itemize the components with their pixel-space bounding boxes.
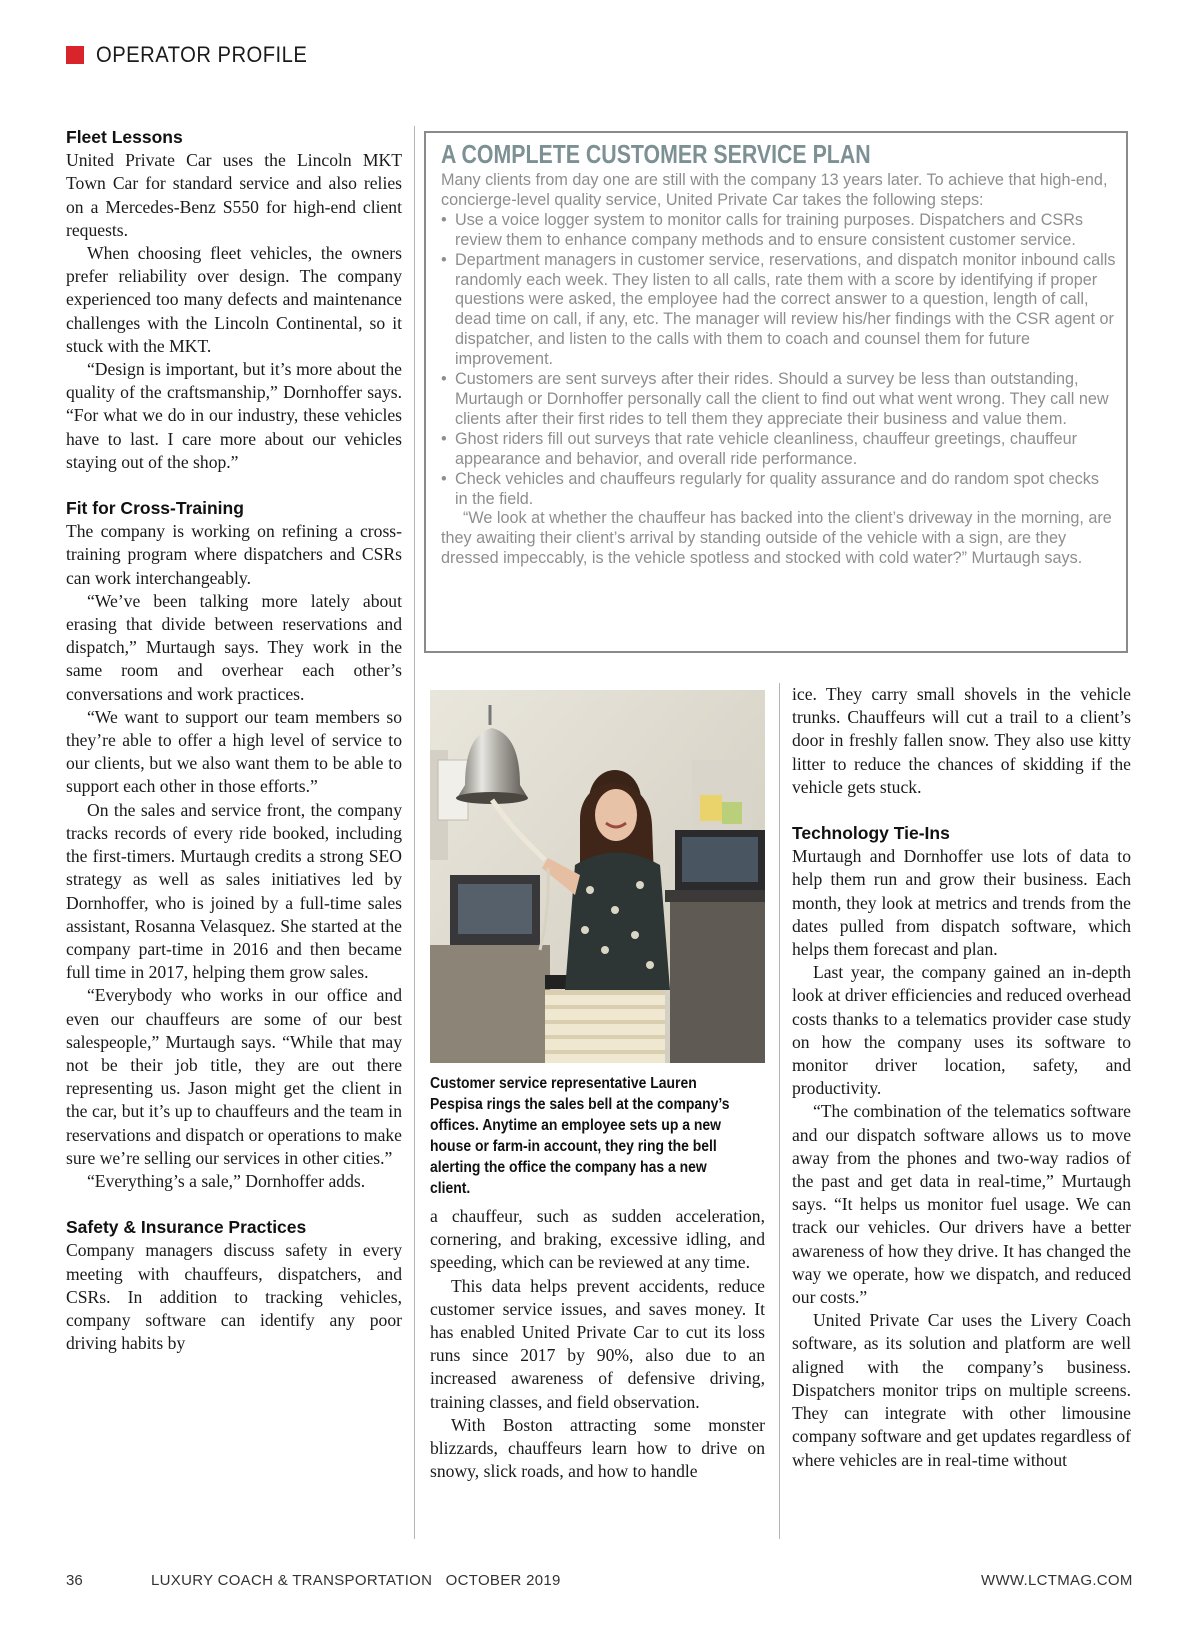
- paragraph: When choosing fleet vehicles, the owners prefer reliability over design. The company experienced too many defects and maintenance challenges with the Lincoln Continental, so it stuck with the MKT.: [66, 243, 402, 356]
- list-item: • Department managers in customer service, reservations, and dispatch monitor inbound calls randomly each week. They listen to all calls, rate them with a score by identifying if proper questions were asked, the employee had the correct answer to a question, length of call, dead time on call, if any, etc. The manager will review his/her findings with the CSR agent or dispatcher, and listen to the calls with them to coach and counsel them for future improvement.: [441, 250, 1116, 369]
- page-number: 36: [66, 1572, 83, 1589]
- publication-info: LUXURY COACH & TRANSPORTATION OCTOBER 2019: [151, 1572, 561, 1589]
- paragraph: “We’ve been talking more lately about erasing that divide between reservations and dispatch,” Murtaugh says. They work in the same room and overhear each other’s conversations and work practices.: [66, 590, 402, 704]
- bullet-icon: •: [441, 370, 447, 389]
- fleet-lessons-heading: Fleet Lessons: [66, 127, 183, 147]
- list-item: • Ghost riders fill out surveys that rate vehicle cleanliness, chauffeur greetings, chauffeur appearance and behavior, and overall ride performance.: [441, 429, 1078, 468]
- section-label: OPERATOR PROFILE: [96, 42, 308, 67]
- paragraph: The company is working on refining a cross-training program where dispatchers and CSRs can work interchangeably.: [66, 521, 402, 588]
- safety-heading: Safety & Insurance Practices: [66, 1217, 307, 1238]
- paragraph: Company managers discuss safety in every meeting with chauffeurs, dispatchers, and CSRs. In addition to tracking vehicles, company software can identify any poor driving habits by: [66, 1240, 402, 1354]
- sidebar-closing-quote: “We look at whether the chauffeur has backed into the client’s driveway in the morning, are they awaiting their client’s arrival by standing outside of the vehicle with a sign, are they dressed impeccably, is the vehicle spotless and stocked with cold water?” Murtaugh says.: [441, 509, 1112, 568]
- list-item: • Customers are sent surveys after their rides. Should a survey be less than outstanding, Murtaugh or Dornhoffer personally call the client to find out what went wrong. They call new clients after their first rides to tell them they appreciate their business and value them.: [441, 370, 1109, 428]
- paragraph: “We want to support our team members so they’re able to offer a high level of service to our clients, but we also want them to be able to support each other in those efforts.”: [66, 706, 402, 797]
- article-column-2: [430, 1205, 765, 1483]
- paragraph: a chauffeur, such as sudden acceleration, cornering, and braking, excessive idling, and speeding, which can be reviewed at any time.: [430, 1206, 765, 1273]
- paragraph: United Private Car uses the Lincoln MKT Town Car for standard service and also relies on a Mercedes-Benz S550 for high-end client requests.: [66, 150, 402, 240]
- bullet-icon: •: [441, 250, 447, 269]
- paragraph: “Everybody who works in our office and even our chauffeurs are some of our best salespeople,” Murtaugh says. “While that may not be their job title, they are out there representing us. Jason might get the client in the car, but it’s up to chauffeurs and the team in reservations and dispatch or operations to make sure we’re selling our services in other cities.”: [66, 985, 402, 1168]
- paragraph: With Boston attracting some monster blizzards, chauffeurs learn how to drive on snowy, slick roads, and how to handle: [430, 1414, 765, 1482]
- article-column-3: [792, 683, 1131, 1472]
- list-item: • Use a voice logger system to monitor calls for training purposes. Dispatchers and CSRs review them to enhance company methods and to ensure consistent customer service.: [441, 210, 1083, 249]
- paragraph: ice. They carry small shovels in the vehicle trunks. Chauffeurs will cut a trail to a client’s door in freshly fallen snow. They also use kitty litter to reduce the chances of skidding if the vehicle gets stuck.: [792, 684, 1131, 797]
- photo-caption: Customer service representative Lauren Pespisa rings the sales bell at the company’s offices. Anytime an employee sets up a new house or farm-in account, they ring the bell alerting the office the company has a new client.: [430, 1075, 730, 1197]
- bullet-icon: •: [441, 469, 447, 488]
- article-column-1: [66, 126, 402, 1355]
- paragraph: On the sales and service front, the company tracks records of every ride booked, including the first-timers. Murtaugh credits a strong SEO strategy as well as sales initiatives led by Dornhoffer, who is joined by a full-time sales assistant, Rosanna Velasquez. She started at the company part-time in 2016 and then became full time in 2017, helping them grow sales.: [66, 799, 402, 983]
- technology-heading: Technology Tie-Ins: [792, 823, 950, 844]
- section-marker-square: [66, 46, 84, 64]
- bullet-icon: •: [441, 210, 447, 229]
- paragraph: Murtaugh and Dornhoffer use lots of data to help them run and grow their business. Each month, they look at metrics and trends from the dates pulled from dispatch software, which helps them forecast and plan.: [792, 846, 1131, 960]
- sidebar-title: A COMPLETE CUSTOMER SERVICE PLAN: [441, 139, 871, 169]
- paragraph: United Private Car uses the Livery Coach software, as its solution and platform are well aligned with the company’s business. Dispatchers monitor trips on multiple screens. They can integrate with other limousine company software and get updates regardless of where vehicles are in real-time without: [792, 1310, 1131, 1470]
- list-item: • Check vehicles and chauffeurs regularly for quality assurance and do random spot checks in the field.: [441, 469, 1099, 508]
- section-header: [66, 40, 326, 70]
- office-bell-photo: [430, 690, 765, 1063]
- customer-service-plan-sidebar: [424, 131, 1128, 653]
- column-divider: [779, 683, 780, 1539]
- sidebar-intro: Many clients from day one are still with the company 13 years later. To achieve that high-end, concierge-level quality service, United Private Car takes the following steps:: [441, 171, 1108, 209]
- column-divider: [414, 126, 415, 1539]
- photo-illustration: [430, 690, 765, 1063]
- cross-training-heading: Fit for Cross-Training: [66, 498, 244, 519]
- sidebar-bullet-list: [441, 211, 1116, 510]
- bullet-icon: •: [441, 429, 447, 448]
- paragraph: Last year, the company gained an in-depth look at driver efficiencies and reduced overhead costs thanks to a telematics provider case study on how the company uses its software to monitor driver location, safety, and productivity.: [792, 962, 1131, 1099]
- website-link[interactable]: WWW.LCTMAG.COM: [981, 1572, 1133, 1589]
- paragraph: “The combination of the telematics software and our dispatch software allows us to move away from the phones and two-way radios of the past and get data in real-time,” Murtaugh says. “It helps us monitor fuel usage. We can track our vehicles. Our drivers have a better awareness of how they drive. It has changed the way we operate, how we dispatch, and reduced our costs.”: [792, 1101, 1131, 1308]
- paragraph: “Everything’s a sale,” Dornhoffer adds.: [87, 1170, 366, 1191]
- paragraph: “Design is important, but it’s more about the quality of the craftsmanship,” Dornhoffer says. “For what we do in our industry, these vehicles have to last. I care more about our vehicles staying out of the shop.”: [66, 359, 402, 472]
- paragraph: This data helps prevent accidents, reduce customer service issues, and saves money. It has enabled United Private Car to cut its loss runs since 2017 by 90%, also due to an increased awareness of defensive driving, training classes, and field observation.: [430, 1275, 765, 1412]
